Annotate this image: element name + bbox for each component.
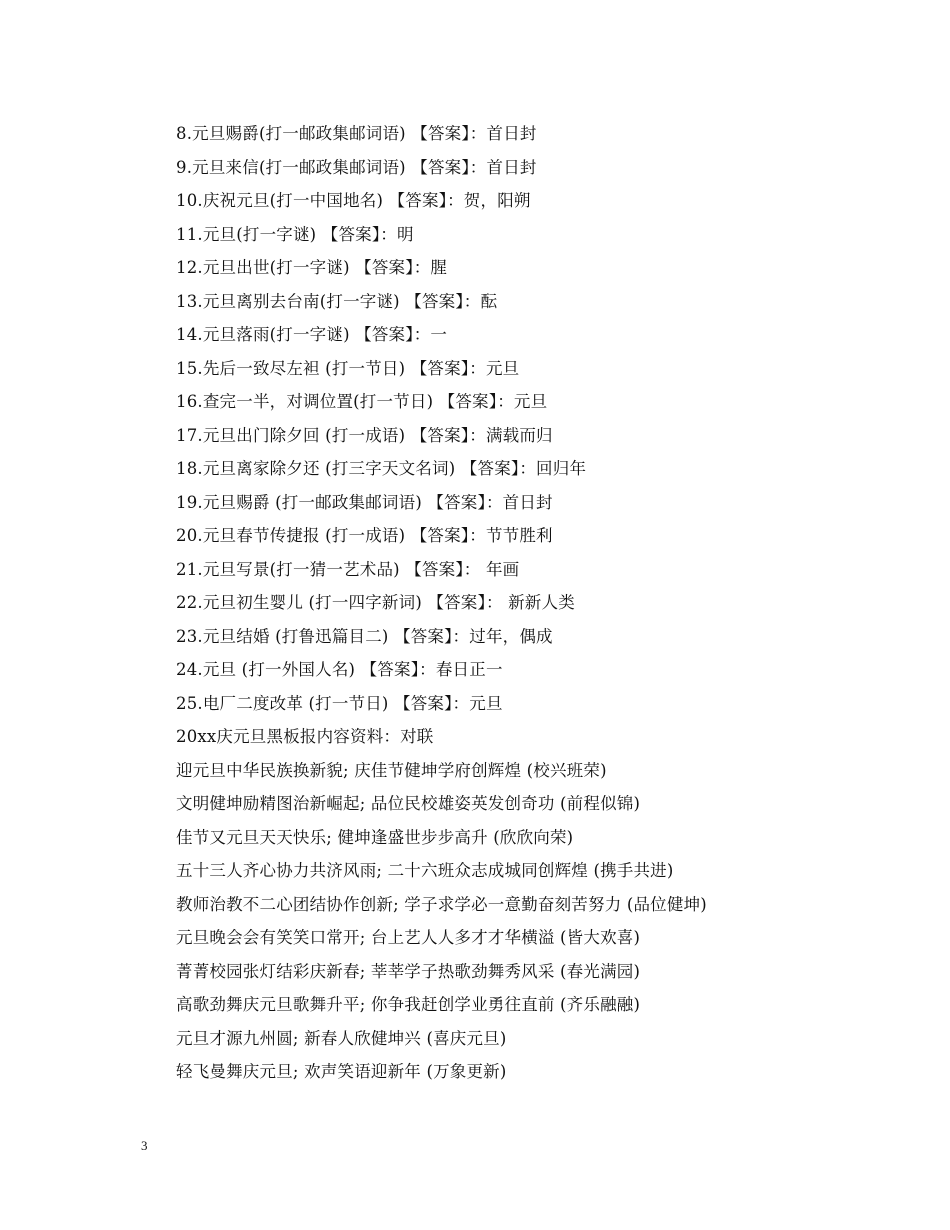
riddle-line-15: 15.先后一致尽左袒 (打一节日) 【答案】：元旦 — [176, 358, 520, 378]
riddle-line-9: 9.元旦来信(打一邮政集邮词语) 【答案】：首日封 — [176, 157, 537, 177]
couplet-line: 高歌劲舞庆元旦歌舞升平; 你争我赶创学业勇往直前 (齐乐融融) — [176, 995, 641, 1014]
riddle-line-20: 20.元旦春节传捷报 (打一成语) 【答案】：节节胜利 — [176, 526, 553, 545]
couplet-line: 文明健坤励精图治新崛起; 品位民校雄姿英发创奇功 (前程似锦) — [176, 794, 641, 813]
riddle-line-10: 10.庆祝元旦(打一中国地名) 【答案】：贺，阳朔 — [176, 191, 531, 210]
riddle-line-12: 12.元旦出世(打一字谜) 【答案】：腥 — [176, 258, 448, 277]
riddle-line-16: 16.查完一半，对调位置(打一节日) 【答案】：元旦 — [176, 392, 548, 411]
riddle-line-23: 23.元旦结婚 (打鲁迅篇目二) 【答案】：过年，偶成 — [176, 626, 553, 646]
couplet-line: 菁菁校园张灯结彩庆新春; 莘莘学子热歌劲舞秀风采 (春光满园) — [176, 961, 641, 981]
riddle-line-22: 22.元旦初生婴儿 (打一四字新词) 【答案】： 新新人类 — [176, 593, 575, 612]
riddle-line-25: 25.电厂二度改革 (打一节日) 【答案】：元旦 — [176, 693, 503, 713]
section-heading: 20xx庆元旦黑板报内容资料：对联 — [176, 727, 434, 746]
couplet-line: 迎元旦中华民族换新貌; 庆佳节健坤学府创辉煌 (校兴班荣) — [176, 760, 607, 780]
riddle-line-11: 11.元旦(打一字谜) 【答案】：明 — [176, 224, 414, 244]
couplet-line: 轻飞曼舞庆元旦; 欢声笑语迎新年 (万象更新) — [176, 1062, 507, 1081]
couplet-line: 佳节又元旦天天快乐; 健坤逢盛世步步高升 (欣欣向荣) — [176, 827, 574, 847]
couplet-line: 五十三人齐心协力共济风雨; 二十六班众志成城同创辉煌 (携手共进) — [176, 861, 674, 880]
riddle-line-17: 17.元旦出门除夕回 (打一成语) 【答案】：满载而归 — [176, 425, 553, 445]
riddle-line-13: 13.元旦离别去台南(打一字谜) 【答案】：酝 — [176, 291, 498, 311]
riddle-line-24: 24.元旦 (打一外国人名) 【答案】：春日正一 — [176, 660, 503, 679]
riddle-line-19: 19.元旦赐爵 (打一邮政集邮词语) 【答案】：首日封 — [176, 492, 553, 512]
page-number: 3 — [141, 1138, 148, 1153]
document-body — [176, 117, 916, 1089]
riddle-line-14: 14.元旦落雨(打一字谜) 【答案】：一 — [176, 325, 448, 344]
couplet-line: 元旦才源九州圆; 新春人欣健坤兴 (喜庆元旦) — [176, 1028, 507, 1048]
couplet-line: 元旦晚会会有笑笑口常开; 台上艺人人多才才华横溢 (皆大欢喜) — [176, 928, 641, 947]
riddle-line-8: 8.元旦赐爵(打一邮政集邮词语) 【答案】：首日封 — [176, 124, 537, 143]
couplet-line: 教师治教不二心团结协作创新; 学子求学必一意勤奋刻苦努力 (品位健坤) — [176, 894, 707, 914]
riddle-line-18: 18.元旦离家除夕还 (打三字天文名词) 【答案】：回归年 — [176, 459, 587, 478]
riddle-line-21: 21.元旦写景(打一猜一艺术品) 【答案】： 年画 — [176, 559, 520, 579]
